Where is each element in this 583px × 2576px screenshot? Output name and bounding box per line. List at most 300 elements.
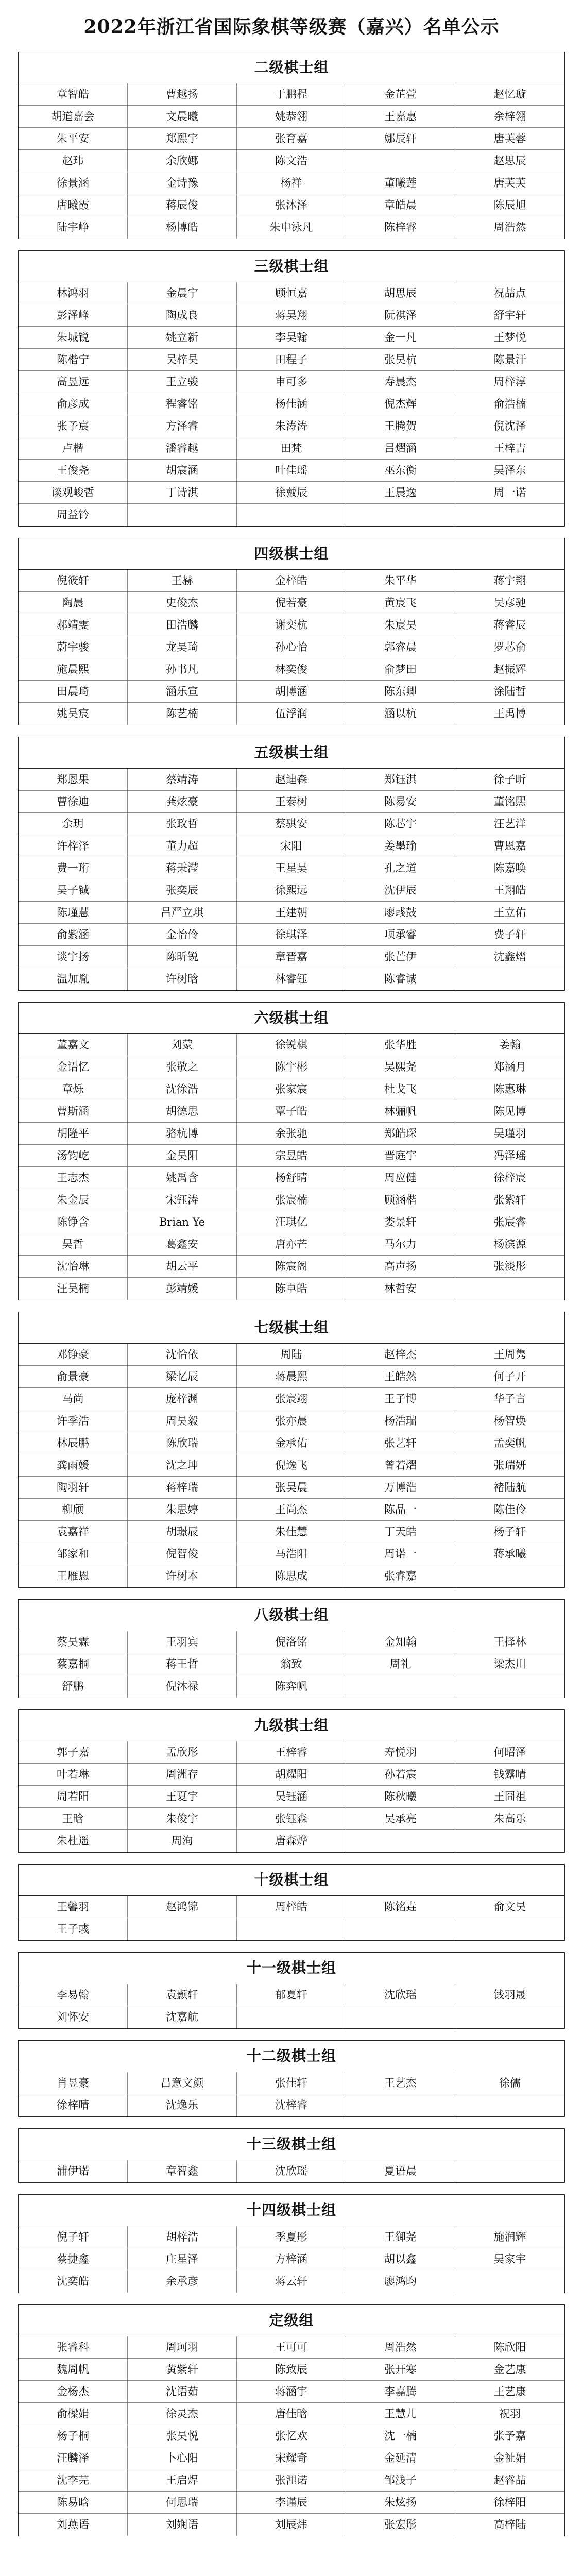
player-name-cell: 涂陆哲 (455, 681, 564, 703)
player-name-cell: 刘辰炜 (237, 2514, 346, 2536)
player-name-cell: 朱炫扬 (346, 2492, 455, 2514)
name-grid (19, 1631, 564, 1698)
player-name-cell: 孔之道 (346, 857, 455, 879)
player-name-cell: 陈景汗 (455, 349, 564, 371)
player-name-cell: 庄星泽 (128, 2248, 237, 2270)
player-name-cell (455, 2006, 564, 2028)
player-name-cell: 田晨琦 (19, 681, 128, 703)
player-name-cell: 王可可 (237, 2336, 346, 2359)
player-name-cell: 宗昱皓 (237, 1145, 346, 1167)
player-name-cell: 刘怀安 (19, 2006, 128, 2028)
player-name-cell: 张育嘉 (237, 128, 346, 150)
player-name-cell: 沈欣瑶 (346, 1984, 455, 2006)
player-name-cell: 朱高乐 (455, 1808, 564, 1830)
player-name-cell: 吴梓昊 (128, 349, 237, 371)
player-name-cell: 祝喆点 (455, 282, 564, 304)
player-name-cell: 王夏宇 (128, 1786, 237, 1808)
player-name-cell: 唐芙蓉 (455, 128, 564, 150)
player-name-cell: 朱金辰 (19, 1189, 128, 1211)
name-grid (19, 83, 564, 239)
player-name-cell: 王梓吉 (455, 437, 564, 460)
player-name-cell: 曹恩嘉 (455, 835, 564, 857)
player-name-cell: 蒋辰俊 (128, 194, 237, 216)
player-name-cell: 王星昊 (237, 857, 346, 879)
player-name-cell: 杜戈飞 (346, 1078, 455, 1100)
player-name-cell: 施润辉 (455, 2226, 564, 2248)
player-name-cell: 梁杰川 (455, 1653, 564, 1675)
player-name-cell: 吴承亮 (346, 1808, 455, 1830)
player-name-cell: 史俊杰 (128, 592, 237, 614)
player-name-cell: 吕熠涵 (346, 437, 455, 460)
player-name-cell: 庞梓渊 (128, 1388, 237, 1410)
player-name-cell: 倪子轩 (19, 2226, 128, 2248)
player-name-cell: 周礼 (346, 1653, 455, 1675)
player-name-cell: 郭睿晨 (346, 636, 455, 658)
player-name-cell: 蒋秉滢 (128, 857, 237, 879)
player-name-cell: 杨舒晴 (237, 1167, 346, 1189)
player-name-cell: 金芷萱 (346, 83, 455, 106)
section-title: 三级棋士组 (19, 251, 564, 282)
player-name-cell (237, 2006, 346, 2028)
roster-section (18, 2194, 565, 2293)
player-name-cell: 林辰鹏 (19, 1432, 128, 1454)
player-name-cell: 马尔力 (346, 1233, 455, 1256)
player-name-cell: 金杨杰 (19, 2381, 128, 2403)
player-name-cell: 陶成良 (128, 304, 237, 327)
section-title: 十二级棋士组 (19, 2041, 564, 2072)
player-name-cell: 张淡彤 (455, 1256, 564, 1278)
player-name-cell: 蔡靖涛 (128, 769, 237, 791)
player-name-cell: 巫东衡 (346, 460, 455, 482)
player-name-cell: 董曦莲 (346, 172, 455, 194)
player-name-cell: 阮祺泽 (346, 304, 455, 327)
player-name-cell: 张宸楠 (237, 1189, 346, 1211)
player-name-cell: 丁诗淇 (128, 482, 237, 504)
player-name-cell: 蒋涵宇 (237, 2381, 346, 2403)
player-name-cell: 金晨宁 (128, 282, 237, 304)
roster-section (18, 2040, 565, 2117)
player-name-cell: 金语忆 (19, 1056, 128, 1078)
player-name-cell: 孙若宸 (346, 1764, 455, 1786)
player-name-cell: 赵思辰 (455, 150, 564, 172)
player-name-cell: 倪智俊 (128, 1543, 237, 1565)
player-name-cell: 陈辰旭 (455, 194, 564, 216)
player-name-cell: 王尚杰 (237, 1499, 346, 1521)
player-name-cell: 吕严立琪 (128, 902, 237, 924)
roster-sections (0, 52, 583, 2536)
player-name-cell: 晋庭宇 (346, 1145, 455, 1167)
player-name-cell: 周应健 (346, 1167, 455, 1189)
player-name-cell: 王御尧 (346, 2226, 455, 2248)
player-name-cell: 姜翰 (455, 1034, 564, 1056)
player-name-cell: 张浬诺 (237, 2469, 346, 2492)
player-name-cell: 陈宸阁 (237, 1256, 346, 1278)
section-title: 四级棋士组 (19, 538, 564, 570)
player-name-cell: 张开寒 (346, 2359, 455, 2381)
section-title: 二级棋士组 (19, 52, 564, 83)
player-name-cell: 沈恰依 (128, 1344, 237, 1366)
player-name-cell: 黄宸飞 (346, 592, 455, 614)
player-name-cell: 杨祥 (237, 172, 346, 194)
player-name-cell: 胡隆平 (19, 1123, 128, 1145)
player-name-cell: 周一诺 (455, 482, 564, 504)
section-title: 十三级棋士组 (19, 2129, 564, 2160)
player-name-cell: 夏语晨 (346, 2160, 455, 2182)
player-name-cell: 姚昊宸 (19, 703, 128, 725)
player-name-cell: 倪沈泽 (455, 415, 564, 437)
player-name-cell: 邓铮豪 (19, 1344, 128, 1366)
player-name-cell: 倪洛铭 (237, 1631, 346, 1653)
player-name-cell: 胡梓浩 (128, 2226, 237, 2248)
player-name-cell: 俞浩楠 (455, 393, 564, 415)
player-name-cell: 汪麟泽 (19, 2447, 128, 2469)
player-name-cell: 袁嘉祥 (19, 1521, 128, 1543)
player-name-cell: 俞文昊 (455, 1896, 564, 1918)
player-name-cell: 王子博 (346, 1388, 455, 1410)
player-name-cell: 孙书凡 (128, 658, 237, 681)
player-name-cell: 蒋昊翔 (237, 304, 346, 327)
player-name-cell: 高声扬 (346, 1256, 455, 1278)
player-name-cell: 朱城锐 (19, 327, 128, 349)
player-name-cell (346, 2006, 455, 2028)
player-name-cell: 高昱远 (19, 371, 128, 393)
player-name-cell: 张予宸 (19, 415, 128, 437)
player-name-cell (455, 1675, 564, 1698)
player-name-cell: 陈欣瑞 (128, 1432, 237, 1454)
player-name-cell: 沈鑫熠 (455, 946, 564, 968)
player-name-cell: 葛鑫安 (128, 1233, 237, 1256)
player-name-cell: 林奕俊 (237, 658, 346, 681)
player-name-cell: 吴熙尧 (346, 1056, 455, 1078)
player-name-cell: 徐梓晴 (19, 2094, 128, 2116)
player-name-cell: 胡云平 (128, 1256, 237, 1278)
name-grid (19, 570, 564, 725)
player-name-cell (237, 1918, 346, 1940)
player-name-cell: 吴泽东 (455, 460, 564, 482)
name-grid (19, 282, 564, 526)
player-name-cell: 杨子轩 (455, 1521, 564, 1543)
player-name-cell: 祝羽 (455, 2403, 564, 2425)
player-name-cell: 潘睿越 (128, 437, 237, 460)
section-title: 十一级棋士组 (19, 1953, 564, 1984)
player-name-cell: 叶若琳 (19, 1764, 128, 1786)
player-name-cell: 许树晗 (128, 968, 237, 990)
player-name-cell: 金承佑 (237, 1432, 346, 1454)
player-name-cell (128, 504, 237, 526)
player-name-cell: 林哲安 (346, 1278, 455, 1300)
player-name-cell: 何思瑞 (128, 2492, 237, 2514)
player-name-cell: 吴彦驰 (455, 592, 564, 614)
player-name-cell: 王翔皓 (455, 879, 564, 902)
player-name-cell: 吕意文颜 (128, 2072, 237, 2094)
player-name-cell: 王晨逸 (346, 482, 455, 504)
player-name-cell: 周若阳 (19, 1786, 128, 1808)
roster-section (18, 1709, 565, 1853)
player-name-cell: 曾若熠 (346, 1454, 455, 1477)
player-name-cell: 顾涵楷 (346, 1189, 455, 1211)
player-name-cell: 卜心阳 (128, 2447, 237, 2469)
player-name-cell: 张忆欢 (237, 2425, 346, 2447)
player-name-cell (455, 1278, 564, 1300)
player-name-cell: 吴家宇 (455, 2248, 564, 2270)
player-name-cell: 丁天皓 (346, 1521, 455, 1543)
player-name-cell: 沈嘉航 (128, 2006, 237, 2028)
player-name-cell: 蒋王哲 (128, 1653, 237, 1675)
player-name-cell: 蔡昊霖 (19, 1631, 128, 1653)
player-name-cell: 冯泽瑶 (455, 1145, 564, 1167)
player-name-cell: 王羽宾 (128, 1631, 237, 1653)
player-name-cell: 朱涛涛 (237, 415, 346, 437)
player-name-cell (346, 150, 455, 172)
player-name-cell: 姚立新 (128, 327, 237, 349)
player-name-cell: 陈欣阳 (455, 2336, 564, 2359)
player-name-cell: 蒋承曦 (455, 1543, 564, 1565)
player-name-cell: 曹徐迪 (19, 791, 128, 813)
player-name-cell (346, 1918, 455, 1940)
player-name-cell: 王腾贺 (346, 415, 455, 437)
player-name-cell: 张昊晨 (237, 1477, 346, 1499)
player-name-cell: 董嘉文 (19, 1034, 128, 1056)
player-name-cell: 蔡捷鑫 (19, 2248, 128, 2270)
player-name-cell: 杨佳涵 (237, 393, 346, 415)
player-name-cell: 柳颀 (19, 1499, 128, 1521)
player-name-cell: 倪筱轩 (19, 570, 128, 592)
player-name-cell: 王泰树 (237, 791, 346, 813)
player-name-cell: 宋钰涛 (128, 1189, 237, 1211)
player-name-cell: 陈昕锐 (128, 946, 237, 968)
player-name-cell: 王艺康 (455, 2381, 564, 2403)
player-name-cell: 吴钰涵 (237, 1786, 346, 1808)
player-name-cell: 倪逸飞 (237, 1454, 346, 1477)
player-name-cell: 彭泽峰 (19, 304, 128, 327)
player-name-cell: 唐曦霞 (19, 194, 128, 216)
roster-section (18, 2304, 565, 2536)
player-name-cell: 董力超 (128, 835, 237, 857)
name-grid (19, 769, 564, 990)
player-name-cell: 孟欣彤 (128, 1741, 237, 1764)
player-name-cell: 周珂羽 (128, 2336, 237, 2359)
player-name-cell: 王梓睿 (237, 1741, 346, 1764)
player-name-cell: 陈东卿 (346, 681, 455, 703)
player-name-cell: 申可多 (237, 371, 346, 393)
player-name-cell: 蒋晨熙 (237, 1366, 346, 1388)
player-name-cell: 涵以杭 (346, 703, 455, 725)
player-name-cell: 宋阳 (237, 835, 346, 857)
player-name-cell: 田程子 (237, 349, 346, 371)
player-name-cell: 金诗豫 (128, 172, 237, 194)
player-name-cell: 郑恩果 (19, 769, 128, 791)
page-title: 2022年浙江省国际象棋等级赛（嘉兴）名单公示 (83, 16, 500, 38)
player-name-cell: 文晨曦 (128, 106, 237, 128)
player-name-cell: 郑涵月 (455, 1056, 564, 1078)
player-name-cell (455, 1918, 564, 1940)
player-name-cell: 郭子嘉 (19, 1741, 128, 1764)
player-name-cell (455, 1830, 564, 1852)
player-name-cell: 张艺轩 (346, 1432, 455, 1454)
player-name-cell: 杨浩瑞 (346, 1410, 455, 1432)
roster-section (18, 1952, 565, 2029)
player-name-cell: 蒋梓瑞 (128, 1477, 237, 1499)
player-name-cell: 姜墨瑜 (346, 835, 455, 857)
name-grid (19, 2336, 564, 2536)
player-name-cell: 许树本 (128, 1565, 237, 1587)
player-name-cell: 朱杜遥 (19, 1830, 128, 1852)
section-title: 十四级棋士组 (19, 2195, 564, 2226)
player-name-cell: 陈思成 (237, 1565, 346, 1587)
player-name-cell: 蔡骐安 (237, 813, 346, 835)
player-name-cell: 项承睿 (346, 924, 455, 946)
player-name-cell: 赵忆璇 (455, 83, 564, 106)
player-name-cell: 余承彦 (128, 2270, 237, 2293)
player-name-cell: 倪沐禄 (128, 1675, 237, 1698)
player-name-cell: 黄紫轩 (128, 2359, 237, 2381)
player-name-cell: 舒鹏 (19, 1675, 128, 1698)
player-name-cell: 马浩阳 (237, 1543, 346, 1565)
player-name-cell: 胡以鑫 (346, 2248, 455, 2270)
player-name-cell (455, 2094, 564, 2116)
player-name-cell: 吴子铖 (19, 879, 128, 902)
player-name-cell: 徐儒 (455, 2072, 564, 2094)
player-name-cell: 王赫 (128, 570, 237, 592)
player-name-cell: 陈见博 (455, 1100, 564, 1123)
player-name-cell: 陈艺楠 (128, 703, 237, 725)
player-name-cell: 徐锐棋 (237, 1034, 346, 1056)
player-name-cell: 高梓陆 (493, 2518, 526, 2531)
name-grid (19, 1896, 564, 1940)
player-name-cell: 覃子皓 (237, 1100, 346, 1123)
player-name-cell: 费一珩 (19, 857, 128, 879)
player-name-cell: 徐熙远 (237, 879, 346, 902)
player-name-cell: 余梓翎 (455, 106, 564, 128)
player-name-cell: 倪杰辉 (346, 393, 455, 415)
player-name-cell: 郑钰淇 (346, 769, 455, 791)
player-name-cell: 唐佳晗 (237, 2403, 346, 2425)
player-name-cell: 章晋嘉 (237, 946, 346, 968)
player-name-cell: 王建朝 (237, 902, 346, 924)
player-name-cell: 陈梓睿 (346, 216, 455, 239)
player-name-cell: 彭靖媛 (128, 1278, 237, 1300)
player-name-cell: 田梵 (237, 437, 346, 460)
player-name-cell: Brian Ye (128, 1211, 237, 1233)
player-name-cell: 沈语茹 (128, 2381, 237, 2403)
player-name-cell: 廖鸿昀 (346, 2270, 455, 2293)
player-name-cell: 陈瑾慧 (19, 902, 128, 924)
player-name-cell: 王皓然 (346, 1366, 455, 1388)
section-title: 七级棋士组 (19, 1312, 564, 1344)
player-name-cell: 吴哲 (19, 1233, 128, 1256)
player-name-cell: 张宸翊 (237, 1388, 346, 1410)
player-name-cell (455, 1565, 564, 1587)
player-name-cell: 王启焊 (128, 2469, 237, 2492)
player-name-cell: 张钰森 (237, 1808, 346, 1830)
roster-section (18, 1312, 565, 1588)
player-name-cell: 施晨熙 (19, 658, 128, 681)
player-name-cell: 王雁恩 (19, 1565, 128, 1587)
player-name-cell: 谈宇扬 (19, 946, 128, 968)
player-name-cell: 蔡嘉桐 (19, 1653, 128, 1675)
player-name-cell: 王立佑 (455, 902, 564, 924)
player-name-cell: 朱平安 (19, 128, 128, 150)
player-name-cell: 娜辰轩 (346, 128, 455, 150)
player-name-cell: 沈奕皓 (19, 2270, 128, 2293)
player-name-cell: 费子轩 (455, 924, 564, 946)
section-title: 定级组 (19, 2305, 564, 2336)
player-name-cell: 谈观峻哲 (19, 482, 128, 504)
player-name-cell: 钱露晴 (455, 1764, 564, 1786)
section-title: 十级棋士组 (19, 1865, 564, 1896)
player-name-cell: 陈铭垚 (346, 1896, 455, 1918)
player-name-cell: 邹家和 (19, 1543, 128, 1565)
player-name-cell: 金艺康 (455, 2359, 564, 2381)
player-name-cell: 余张驰 (237, 1123, 346, 1145)
player-name-cell: 俞紫涵 (19, 924, 128, 946)
player-name-cell: 卢楷 (19, 437, 128, 460)
player-name-cell: 陈芯宇 (346, 813, 455, 835)
player-name-cell: 赵睿喆 (455, 2469, 564, 2492)
player-name-cell: 曹斯涵 (19, 1100, 128, 1123)
player-name-cell: 宋耀奇 (237, 2447, 346, 2469)
section-title: 九级棋士组 (19, 1710, 564, 1741)
player-name-cell: 王慧儿 (346, 2403, 455, 2425)
player-name-cell: 王周隽 (455, 1344, 564, 1366)
player-name-cell: 罗芯俞 (455, 636, 564, 658)
player-name-cell: 金知翰 (346, 1631, 455, 1653)
player-name-cell: 陈佳伶 (455, 1499, 564, 1521)
player-name-cell: 朱俊宇 (128, 1808, 237, 1830)
section-title: 五级棋士组 (19, 737, 564, 769)
player-name-cell: 张睿科 (19, 2336, 128, 2359)
player-name-cell: 汪昊楠 (19, 1278, 128, 1300)
player-name-cell: 王立骏 (128, 371, 237, 393)
player-name-cell: 蒋云轩 (237, 2270, 346, 2293)
player-name-cell: 姚恭翎 (237, 106, 346, 128)
player-name-cell: 王晗 (19, 1808, 128, 1830)
player-name-cell: 周益钤 (19, 504, 128, 526)
player-name-cell: 何子开 (455, 1366, 564, 1388)
player-name-cell: 叶佳瑶 (237, 460, 346, 482)
player-name-cell: 王艺杰 (346, 2072, 455, 2094)
player-name-cell: 刘蒙 (128, 1034, 237, 1056)
player-name-cell: 陈致辰 (237, 2359, 346, 2381)
player-name-cell: 于鹏程 (237, 83, 346, 106)
player-name-cell: 张瑞妍 (455, 1454, 564, 1477)
player-name-cell: 舒宇轩 (455, 304, 564, 327)
player-name-cell (455, 2270, 564, 2293)
player-name-cell (455, 2160, 564, 2182)
player-name-cell: 何昭泽 (455, 1741, 564, 1764)
player-name-cell: 沈李芫 (19, 2469, 128, 2492)
player-name-cell: 周浩然 (346, 2336, 455, 2359)
player-name-cell: 朱宸昊 (346, 614, 455, 636)
player-name-cell: 陈易安 (346, 791, 455, 813)
player-name-cell: 周洲存 (128, 1764, 237, 1786)
player-name-cell: 张敬之 (128, 1056, 237, 1078)
player-name-cell: 龚雨媛 (19, 1454, 128, 1477)
player-name-cell (346, 1675, 455, 1698)
player-name-cell: 李昊翰 (237, 327, 346, 349)
player-name-cell: 李易翰 (19, 1984, 128, 2006)
player-name-cell: 章皓晨 (346, 194, 455, 216)
player-name-cell: 王俊尧 (19, 460, 128, 482)
player-name-cell: 张予嘉 (455, 2425, 564, 2447)
player-name-cell: 陶羽轩 (19, 1477, 128, 1499)
player-name-cell: 娄景轩 (346, 1211, 455, 1233)
player-name-cell: 徐景涵 (19, 172, 128, 194)
player-name-cell: 沈怡琳 (19, 1256, 128, 1278)
player-name-cell: 张睿嘉 (346, 1565, 455, 1587)
player-name-cell: 伍浮润 (237, 703, 346, 725)
player-name-cell: 许梓泽 (19, 835, 128, 857)
